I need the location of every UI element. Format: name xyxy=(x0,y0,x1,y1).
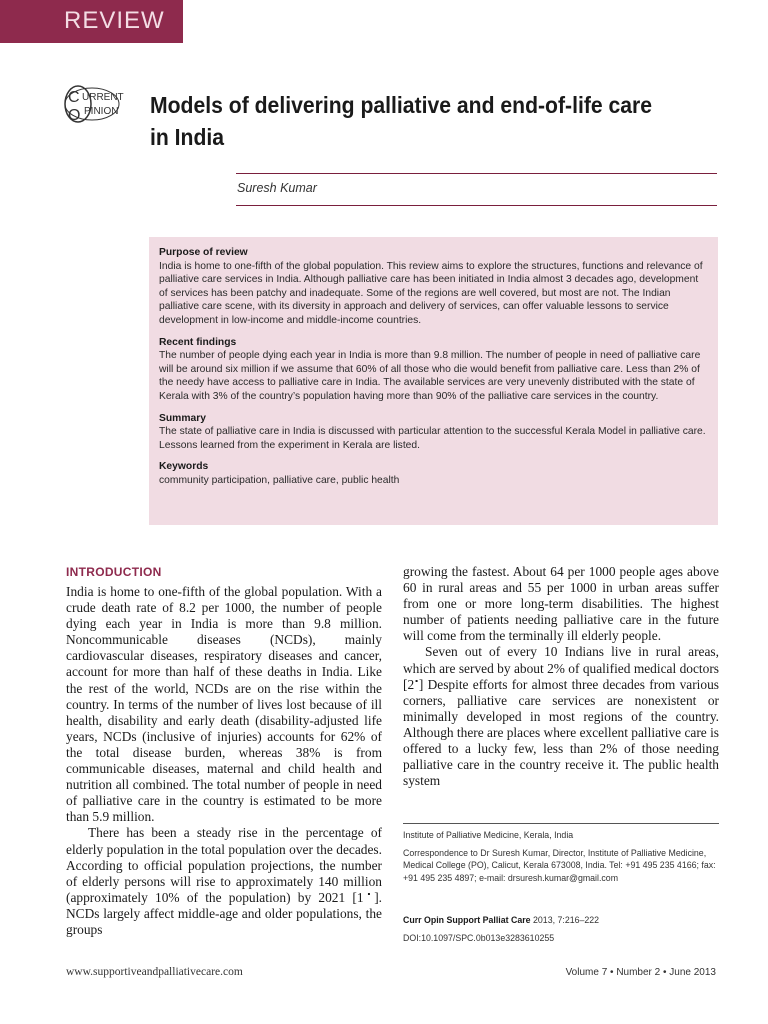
footnote-rule xyxy=(403,823,719,824)
logo-line-1: URRENT xyxy=(82,92,124,103)
body-column-right xyxy=(403,564,719,789)
abstract-summary xyxy=(159,412,708,453)
findings-text: The number of people dying each year in India is more than 9.8 million. The number of people in need of palliative care will be around six million if we assume that 60% of all those who die would benefit from palliative care. Less than 2% of the needy have access to palliative care in India. The available services are very unevenly distributed with the state of Kerala with 3% of the country’s population having more than 90% of the palliative care services in the country. xyxy=(159,350,701,402)
logo-letter-c: C xyxy=(68,89,80,106)
journal-citation xyxy=(403,914,719,926)
logo-mark xyxy=(62,82,134,126)
journal-name: Curr Opin Support Palliat Care xyxy=(403,915,531,925)
body-column-left xyxy=(66,564,382,938)
journal-website: www.supportiveandpalliativecare.com xyxy=(66,966,243,978)
correspondence: Correspondence to Dr Suresh Kumar, Director, Institute of Palliative Medicine, Medical College (PO), Calicut, Kerala 673008, India. Tel: +91 495 235 4166; fax: +91 495 235 4897; e-mail: drsuresh.kumar@gmail.com xyxy=(403,848,716,883)
keywords-text: community participation, palliative care, public health xyxy=(159,474,400,486)
citation-detail: 2013, 7:216–222 xyxy=(530,915,600,925)
body-paragraph-2 xyxy=(66,825,382,938)
affiliation: Institute of Palliative Medicine, Kerala, India xyxy=(403,830,574,840)
logo-line-2: PINION xyxy=(84,106,119,117)
summary-heading: Summary xyxy=(159,412,206,424)
author-rule-bottom xyxy=(236,205,717,206)
abstract-box xyxy=(149,237,718,525)
findings-heading: Recent findings xyxy=(159,336,237,348)
reference-mark-icon: ▪ xyxy=(414,676,419,686)
introduction-heading: INTRODUCTION xyxy=(66,565,162,579)
author-rule-top xyxy=(236,173,717,174)
p4-text-b: ] Despite efforts for almost three decades from various corners, palliative care services are nonexistent or minimally developed in most regions of the country. Although there are places where excellent palliative care is offered to a lucky few, less than 2% of those needing palliative care in the country receive it. The public health system xyxy=(403,676,720,789)
summary-text: The state of palliative care in India is discussed with particular attention to the successful Kerala Model in palliative care. Lessons learned from the experiment in Kerala are listed. xyxy=(159,426,706,451)
article-title: Models of delivering palliative and end-of-life care in India xyxy=(150,92,653,150)
reference-mark-icon: ▪ xyxy=(363,889,375,899)
purpose-text: India is home to one-fifth of the global population. This review aims to explore the structures, functions and relevance of palliative care services in India. Although palliative care has been initiated in India almost 3 decades ago, development of services has been patchy and inadequate. Some of the regions are well covered, but most are not. The Indian palliative care scene, with its diversity in approach and delivery of services, can offer valuable lessons to service development in low-income and middle-income countries. xyxy=(159,260,703,326)
current-opinion-logo xyxy=(62,82,134,126)
author-name: Suresh Kumar xyxy=(237,181,317,195)
p2-text-b: ]. NCDs largely affect middle-age and older populations, the groups xyxy=(66,889,383,937)
section-label: REVIEW xyxy=(64,7,165,34)
body-paragraph-4 xyxy=(403,644,719,789)
section-tab xyxy=(0,0,183,43)
purpose-heading: Purpose of review xyxy=(159,247,248,258)
keywords-heading: Keywords xyxy=(159,461,209,473)
issue-info: Volume 7 • Number 2 • June 2013 xyxy=(565,967,716,978)
abstract-keywords xyxy=(159,460,708,487)
abstract-findings xyxy=(159,336,708,404)
doi: DOI:10.1097/SPC.0b013e3283610255 xyxy=(403,933,555,943)
body-paragraph-1: India is home to one-fifth of the global population. With a crude death rate of 8.2 per 1000, the number of people dying each year in India is more than 9.8 million. Noncommunicable diseases (NCDs), mainly cardiovascular diseases, respiratory diseases and cancer, account for more than half of these deaths in India. Like the rest of the world, NCDs are on the rise within the country. In terms of the number of lives lost because of ill health, disability and early death (disability-adjusted life years, NCDs (inclusive of injuries) accounts for 62% of the total disease burden, whereas 38% is from communicable diseases, maternal and child health and nutrition all combined. The total number of people in need of palliative care in the country is estimated to be more than 5.9 million. xyxy=(66,584,382,825)
body-paragraph-3: growing the fastest. About 64 per 1000 people ages above 60 in rural areas and 55 per 1000 in urban areas suffer from one or more long-term disabilities. The highest number of patients needing palliative care in the future will come from the terminally ill elderly people. xyxy=(403,564,719,644)
p4-text-a: Seven out of every 10 Indians live in rural areas, which are served by about 2% of qualified medical doctors [2 xyxy=(403,644,719,692)
p2-text-a: There has been a steady rise in the percentage of elderly population in the total population over the decades. According to official population projections, the number of elderly persons will rise to approximately 140 million (approximately 10% of the population) by 2021 [1 xyxy=(66,825,382,905)
logo-letter-o: O xyxy=(68,107,81,124)
abstract-purpose xyxy=(159,246,708,328)
